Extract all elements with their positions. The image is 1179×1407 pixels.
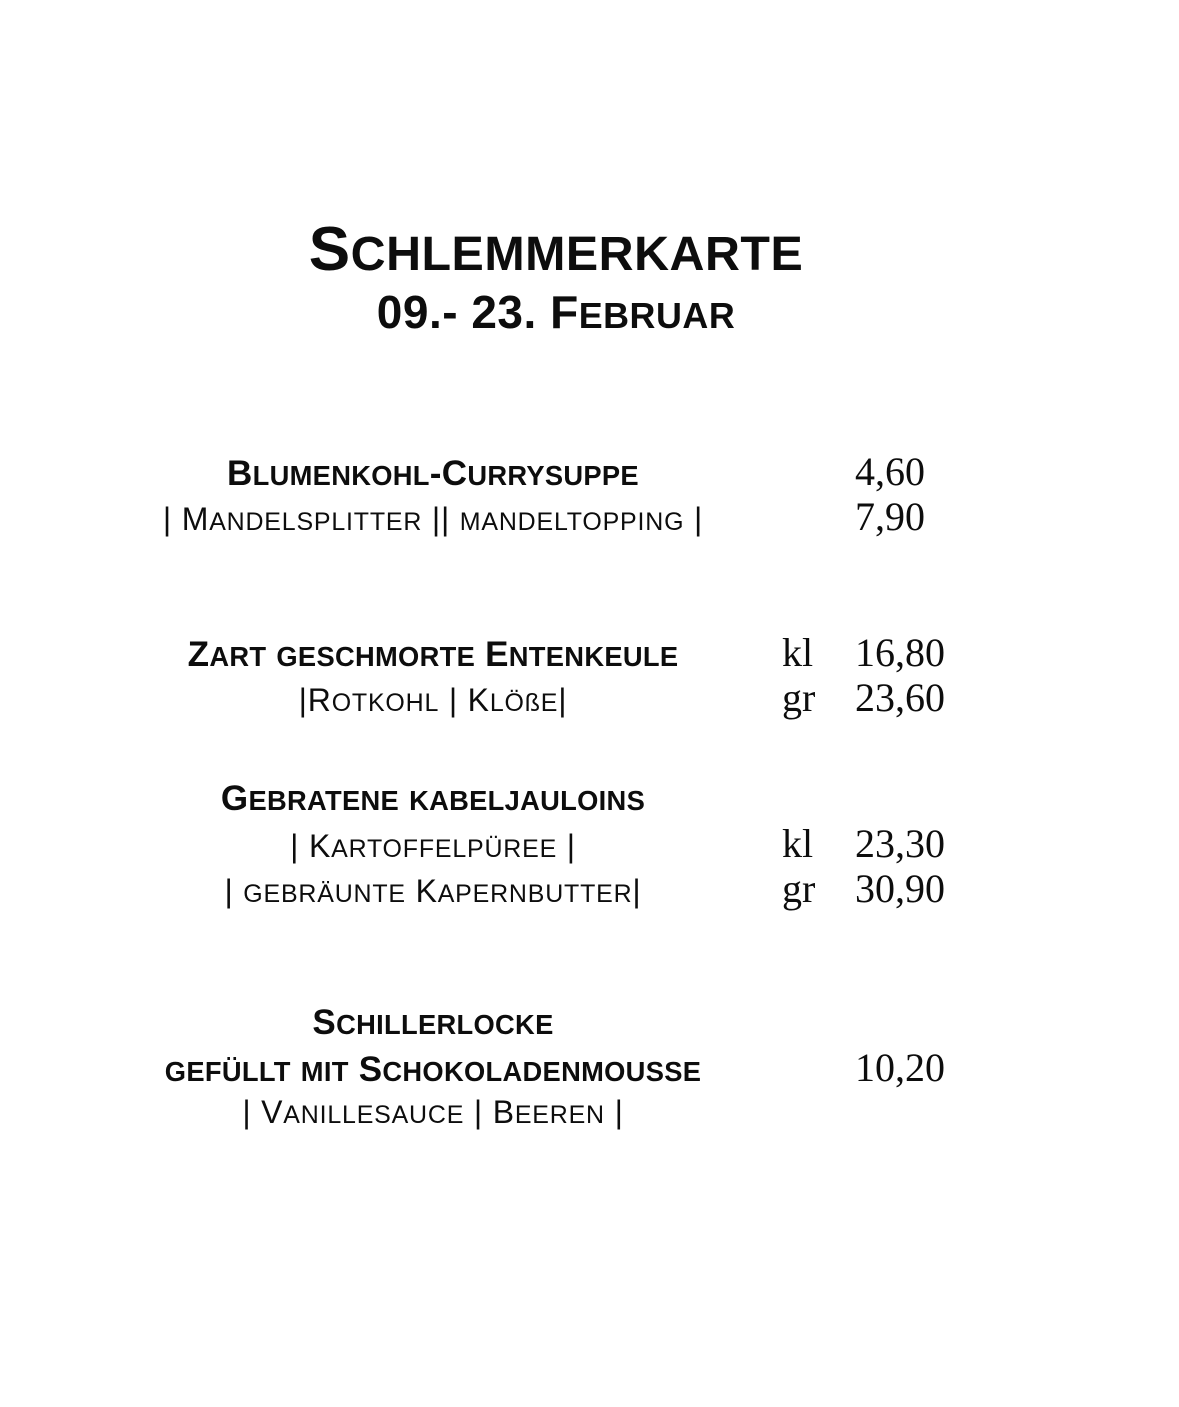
menu-date-range: 09.- 23. FEBRUAR <box>376 286 736 338</box>
garnish-line: |ROTKOHL | KLÖßE| <box>298 682 568 718</box>
menu-row <box>93 675 1179 720</box>
menu-title: SCHLEMMERKARTE <box>308 214 804 284</box>
garnish-line: | KARTOFFELPÜREE | <box>290 828 576 864</box>
menu-row <box>93 1000 1179 1045</box>
price-value: 10,20 <box>855 1045 945 1090</box>
dish-name: BLUMENKOHL-CURRYSUPPE <box>227 454 639 493</box>
portion-size-label: kl <box>782 630 814 675</box>
menu-item-blumenkohl-currysuppe <box>93 449 1179 539</box>
garnish-line: | GEBRÄUNTE KAPERNBUTTER| <box>224 873 642 909</box>
dish-name: GEFÜLLT MIT SCHOKOLADENMOUSSE <box>164 1050 702 1089</box>
price-value: 4,60 <box>855 449 925 494</box>
price-value: 23,60 <box>855 675 945 720</box>
dish-name: ZART GESCHMORTE ENTENKEULE <box>187 635 679 674</box>
menu-row <box>93 1090 1179 1135</box>
menu-row <box>93 630 1179 675</box>
garnish-line: | MANDELSPLITTER || MANDELTOPPING | <box>162 501 704 537</box>
dish-name: GEBRATENE KABELJAULOINS <box>220 779 646 818</box>
price-value: 16,80 <box>855 630 945 675</box>
menu-row <box>93 1045 1179 1090</box>
menu-row <box>93 449 1179 494</box>
dish-name: SCHILLERLOCKE <box>312 1003 554 1042</box>
menu-item-kabeljauloins <box>93 776 1179 911</box>
price-value: 7,90 <box>855 494 925 539</box>
price-value: 30,90 <box>855 866 945 911</box>
price-value: 23,30 <box>855 821 945 866</box>
menu-item-schillerlocke <box>93 1000 1179 1135</box>
menu-row <box>93 494 1179 539</box>
portion-size-label: kl <box>782 821 814 866</box>
menu-row <box>93 821 1179 866</box>
portion-size-label: gr <box>782 866 816 911</box>
garnish-line: | VANILLESAUCE | BEEREN | <box>242 1094 624 1130</box>
menu-item-entenkeule <box>93 630 1179 720</box>
portion-size-label: gr <box>782 675 816 720</box>
menu-row <box>93 776 1179 821</box>
menu-row <box>93 866 1179 911</box>
